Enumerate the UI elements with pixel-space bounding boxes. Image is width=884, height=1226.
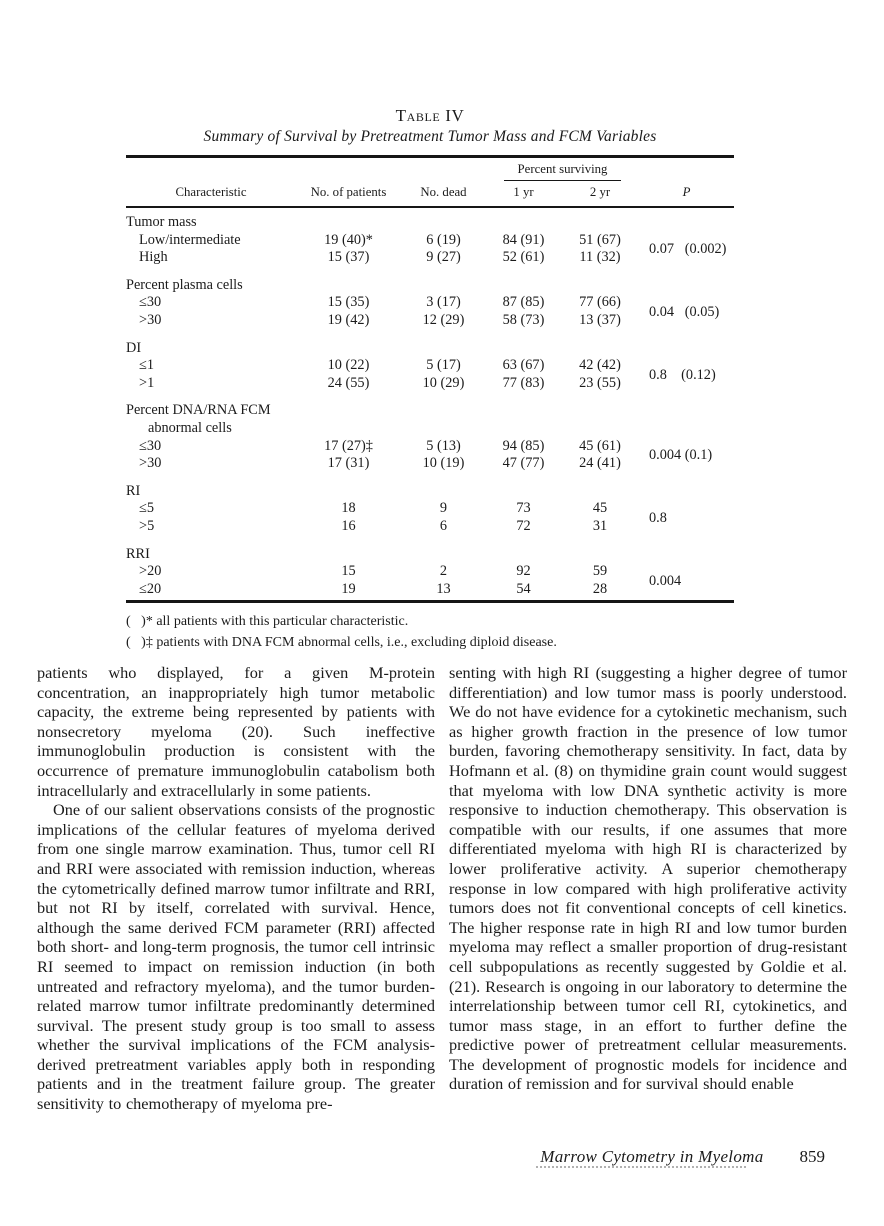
table-cell-characteristic: High [139, 249, 168, 266]
table-group-header-row [126, 538, 734, 564]
table-cell-1yr: 84 (91) [502, 231, 545, 248]
table-cell-p: 0.8 (0.12) [649, 366, 716, 383]
table-cell-patients: 16 [341, 517, 356, 534]
table-group-header-row [126, 394, 734, 420]
spanner-spacer [639, 157, 734, 182]
table-group-header-row [126, 475, 734, 501]
table-footnote: ( )* all patients with this particular characteristic. [126, 614, 409, 630]
spanner-header-cell [486, 157, 639, 182]
table-cell-patients: 10 (22) [327, 357, 370, 374]
table-cell-empty [639, 394, 734, 420]
table-cell-characteristic: >30 [139, 455, 162, 472]
table-cell-p: 0.8 [649, 510, 667, 527]
table-row [126, 563, 734, 581]
table-cell-1yr: 54 [516, 580, 531, 597]
table-row [126, 232, 734, 250]
table-cell-1yr: 87 (85) [502, 294, 545, 311]
table-cell-2yr: 11 (32) [579, 249, 621, 266]
table-cell-empty [639, 475, 734, 501]
table-cell-p: 0.004 [649, 572, 682, 589]
table-cell-dead: 9 (27) [426, 249, 461, 266]
table-cell-1yr: 47 (77) [502, 455, 545, 472]
table-cell-1yr: 63 (67) [502, 357, 545, 374]
table-footnotes [126, 612, 734, 653]
table-cell-p: 0.07 (0.002) [649, 241, 727, 258]
table-group-header: Percent plasma cells [126, 276, 243, 293]
table-cell-patients: 15 (35) [327, 294, 370, 311]
table-cell-characteristic: >20 [139, 563, 162, 580]
survival-table [126, 155, 734, 603]
table-cell-patients: 18 [341, 500, 356, 517]
column-header-characteristic: Characteristic [126, 181, 296, 207]
table-cell-dead: 10 (29) [422, 374, 465, 391]
table-cell-characteristic: ≤1 [139, 357, 154, 374]
table-cell-characteristic: ≤20 [139, 580, 162, 597]
table-row [126, 357, 734, 375]
table-row [126, 438, 734, 456]
left-column [37, 663, 435, 1114]
table-cell-1yr: 73 [516, 500, 531, 517]
table-cell-1yr: 92 [516, 563, 531, 580]
spanner-spacer [126, 157, 486, 182]
table-cell-1yr: 77 (83) [502, 374, 545, 391]
table-cell-empty [639, 332, 734, 358]
table-cell-2yr: 77 (66) [579, 294, 621, 311]
table-cell-dead: 2 [439, 563, 448, 580]
table-group-header: DI [126, 339, 142, 356]
column-header-1yr: 1 yr [486, 181, 561, 207]
table-cell-empty [639, 538, 734, 564]
table-cell-1yr: 94 (85) [502, 437, 545, 454]
table-cell-patients: 24 (55) [327, 374, 370, 391]
table-cell-patients: 19 (42) [327, 311, 370, 328]
table-cell-characteristic: >5 [139, 517, 155, 534]
body-paragraph: One of our salient observations consists of the prognostic implications of the cellular features of myeloma derived from one single marrow examination. Thus, tumor cell RI and RRI were associated with remission induction, whereas the cytometrically defined marrow tumor infiltrate and RRI, but not RI by itself, correlated with survival. Hence, although the same derived FCM parameter (RRI) affected both short- and long-term prognosis, the tumor cell intrinsic RI seemed to impact on remission induction (in both untreated and refractory myeloma), and the tumor burden-related marrow tumor infiltrate predominantly determined survival. The present study group is too small to assess whether the survival implications of the FCM analysis-derived pretreatment variables apply both in responding patients and in the treatment failure group. The greater sensitivity to chemotherapy of myeloma pre- [37, 800, 435, 1114]
table-cell-dead: 12 (29) [422, 311, 465, 328]
table-group-header: RRI [126, 545, 150, 562]
table-cell-1yr: 58 (73) [502, 311, 545, 328]
page-footer [0, 1147, 825, 1167]
table-cell-patients: 17 (27)‡ [324, 437, 373, 454]
table-cell-characteristic: >1 [139, 374, 155, 391]
table-group-header-row [126, 207, 734, 232]
table-cell-dead: 10 (19) [422, 455, 465, 472]
table-cell-characteristic: >30 [139, 311, 162, 328]
table-cell-2yr: 45 [592, 500, 608, 517]
table-group-header: RI [126, 482, 141, 499]
table-spanner-row [126, 157, 734, 182]
table-row [126, 500, 734, 518]
table-cell-dead: 13 [436, 580, 451, 597]
table-cell-2yr: 23 (55) [579, 374, 621, 391]
table-row [126, 294, 734, 312]
table-cell-patients: 15 (37) [327, 249, 370, 266]
table-cell-dead: 6 [439, 517, 448, 534]
table-group-header-row [126, 269, 734, 295]
table-cell-2yr: 59 [592, 563, 608, 580]
table-group-header-line2: abnormal cells [148, 419, 232, 436]
column-header-2yr: 2 yr [561, 181, 639, 207]
table-group-header: Percent DNA/RNA FCM [126, 402, 271, 419]
right-column [449, 663, 847, 1114]
table-cell-dead: 3 (17) [426, 294, 461, 311]
table-cell-2yr: 42 (42) [579, 357, 621, 374]
table-cell-dead: 5 (13) [426, 437, 461, 454]
article-text [37, 663, 847, 1114]
table-cell-2yr: 31 [592, 517, 608, 534]
table-cell-patients: 19 (40)* [324, 231, 373, 248]
table-group-header: Tumor mass [126, 214, 197, 230]
table-cell-2yr: 45 (61) [579, 437, 621, 454]
table-column-header-row [126, 181, 734, 207]
table-cell-characteristic: ≤5 [139, 500, 154, 517]
table-cell-2yr: 51 (67) [579, 231, 621, 248]
table-cell-empty [639, 420, 734, 438]
table-title: Summary of Survival by Pretreatment Tumor Mass and FCM Variables [203, 128, 657, 145]
spanner-header-label: Percent surviving [504, 162, 622, 181]
running-title: Marrow Cytometry in Myeloma [540, 1147, 764, 1166]
body-paragraph: patients who displayed, for a given M-protein concentration, an inappropriately high tumor metabolic capacity, the extreme being represented by patients with nonsecretory myeloma (20). Such ineffective immunoglobulin production is consistent with the occurrence of premature immunoglobulin catabolism both intracellularly and extracellularly in some patients. [37, 663, 435, 800]
table-group-header-row2 [126, 420, 734, 438]
table-cell-characteristic: ≤30 [139, 294, 162, 311]
table-footnote: ( )‡ patients with DNA FCM abnormal cells, i.e., excluding diploid disease. [126, 634, 557, 650]
table-cell-empty [639, 207, 734, 232]
table-cell-2yr: 13 (37) [579, 311, 621, 328]
table-cell-1yr: 72 [516, 517, 531, 534]
table-cell-dead: 6 (19) [426, 231, 461, 248]
table-cell-dead: 5 (17) [426, 357, 461, 374]
body-paragraph: senting with high RI (suggesting a higher degree of tumor differentiation) and low tumor mass is poorly understood. We do not have evidence for a cytokinetic mechanism, such as higher growth fraction in the presence of low tumor burden, favoring chemotherapy sensitivity. In fact, data by Hofmann et al. (8) on thymidine grain count would suggest that myeloma with low DNA synthetic activity is more responsive to induction chemotherapy. This observation is compatible with our results, if one assumes that more differentiated myeloma with high RI is characterized by lower proliferative activity. A superior chemotherapy response in low compared with high proliferative activity tumors does not fit conventional concepts of cell kinetics. The higher response rate in high RI and low tumor burden myeloma may reflect a smaller proportion of drug-resistant cell subpopulations as recently suggested by Goldie et al. (21). Research is ongoing in our laboratory to determine the interrelationship between tumor cell RI, cytokinetics, and tumor mass stage, in an effort to further define the predictive power of pretreatment cellular measurements. The development of prognostic models for incidence and duration of remission and for survival should enable [449, 663, 847, 1094]
page-number: 859 [799, 1147, 825, 1166]
table-iv-section [126, 106, 734, 653]
table-cell-p: 0.04 (0.05) [649, 304, 720, 321]
table-cell-p: 0.004 (0.1) [649, 447, 713, 464]
table-cell-1yr: 52 (61) [502, 249, 545, 266]
table-cell-dead: 9 [439, 500, 448, 517]
table-cell-2yr: 24 (41) [579, 455, 621, 472]
table-cell-2yr: 28 [592, 580, 608, 597]
table-cell-patients: 15 [341, 563, 356, 580]
table-label: Table IV [395, 106, 465, 125]
table-cell-patients: 17 (31) [327, 455, 370, 472]
column-header-dead: No. dead [401, 181, 486, 207]
table-cell-characteristic: ≤30 [139, 437, 162, 454]
table-cell-empty [639, 269, 734, 295]
table-cell-characteristic: Low/intermediate [139, 231, 241, 248]
table-cell-patients: 19 [341, 580, 356, 597]
scan-artifact [536, 1166, 746, 1168]
column-header-p: P [639, 181, 734, 207]
column-header-patients: No. of patients [296, 181, 401, 207]
table-group-header-row [126, 332, 734, 358]
